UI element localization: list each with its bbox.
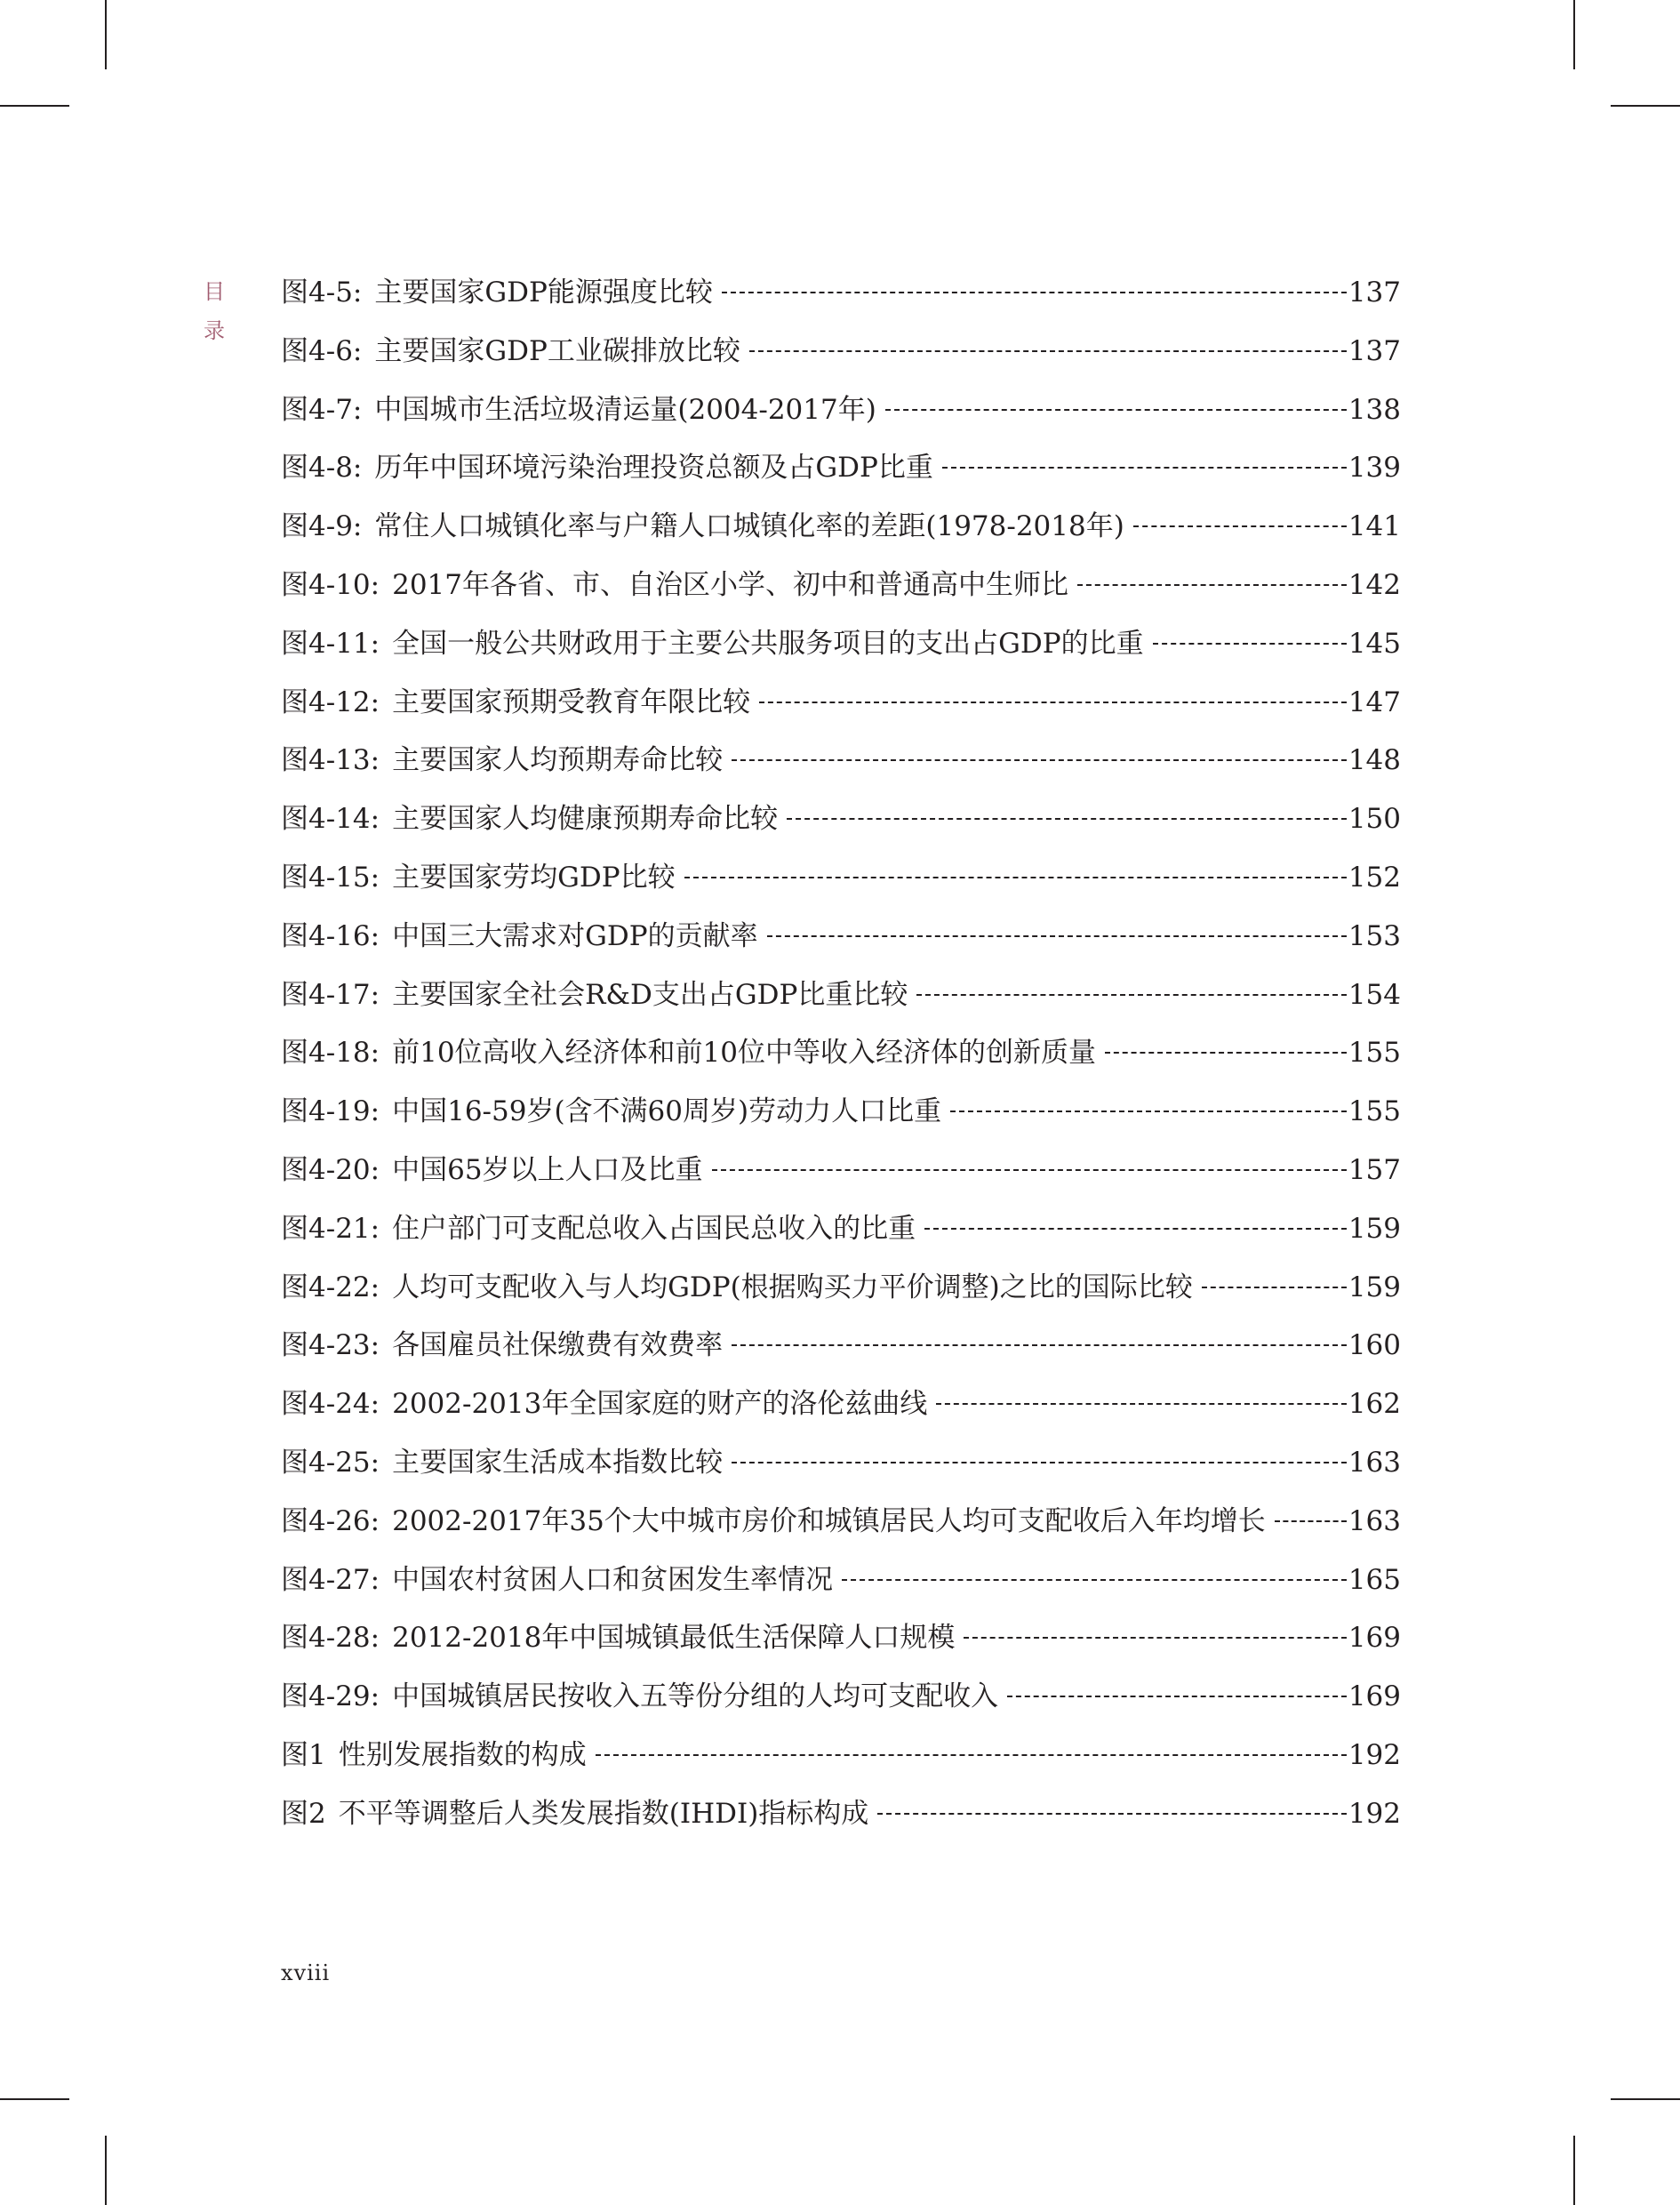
- toc-entry[interactable]: [281, 855, 1401, 914]
- dot-leader: [964, 1637, 1346, 1639]
- entry-page-number: 159: [1348, 1271, 1401, 1303]
- entry-page-number: 145: [1348, 627, 1401, 660]
- dot-leader: [596, 1754, 1347, 1756]
- dot-leader: [712, 1169, 1347, 1171]
- toc-entry[interactable]: [281, 1265, 1401, 1324]
- entry-title: 全国一般公共财政用于主要公共服务项目的支出占GDP的比重: [392, 627, 1144, 660]
- entry-page-number: 152: [1348, 861, 1401, 894]
- dot-leader: [732, 759, 1347, 761]
- dot-leader: [767, 935, 1347, 937]
- entry-title: 主要国家生活成本指数比较: [392, 1446, 724, 1479]
- entry-title: 性别发展指数的构成: [338, 1738, 587, 1771]
- entry-page-number: 163: [1348, 1504, 1401, 1537]
- entry-label: 图4-9:: [281, 510, 363, 543]
- entry-title: 前10位高收入经济体和前10位中等收入经济体的创新质量: [392, 1037, 1096, 1070]
- toc-entry[interactable]: [281, 270, 1401, 329]
- entry-title: 中国65岁以上人口及比重: [392, 1153, 703, 1186]
- toc-entry[interactable]: [281, 504, 1401, 563]
- entry-page-number: 150: [1348, 803, 1401, 836]
- crop-mark-bottom-right-vertical: [1573, 2136, 1575, 2205]
- entry-title: 不平等调整后人类发展指数(IHDI)指标构成: [338, 1797, 869, 1830]
- entry-title: 2002-2013年全国家庭的财产的洛伦兹曲线: [392, 1388, 928, 1421]
- dot-leader: [842, 1579, 1347, 1581]
- dot-leader: [684, 877, 1347, 878]
- toc-entry[interactable]: [281, 1440, 1401, 1499]
- dot-leader: [732, 1344, 1347, 1346]
- toc-entry[interactable]: [281, 563, 1401, 621]
- dot-leader: [759, 702, 1347, 703]
- dot-leader: [885, 409, 1347, 411]
- entry-label: 图4-10:: [281, 568, 380, 601]
- dot-leader: [732, 1462, 1347, 1463]
- dot-leader: [749, 350, 1347, 352]
- figure-list: [281, 270, 1401, 1850]
- dot-leader: [950, 1111, 1347, 1112]
- dot-leader: [936, 1403, 1346, 1405]
- entry-label: 图4-6:: [281, 334, 363, 367]
- entry-label: 图4-11:: [281, 627, 380, 660]
- entry-label: 图4-29:: [281, 1680, 380, 1713]
- entry-page-number: 159: [1348, 1212, 1401, 1245]
- entry-label: 图4-22:: [281, 1271, 380, 1303]
- crop-mark-bottom-right-horizontal: [1611, 2098, 1680, 2100]
- dot-leader: [1077, 584, 1347, 586]
- entry-page-number: 162: [1348, 1388, 1401, 1421]
- entry-page-number: 192: [1348, 1797, 1401, 1830]
- toc-entry[interactable]: [281, 1558, 1401, 1616]
- toc-entry[interactable]: [281, 738, 1401, 797]
- entry-title: 常住人口城镇化率与户籍人口城镇化率的差距(1978-2018年): [374, 510, 1124, 543]
- entry-label: 图4-20:: [281, 1153, 380, 1186]
- dot-leader: [1007, 1696, 1347, 1697]
- entry-page-number: 142: [1348, 568, 1401, 601]
- entry-title: 主要国家全社会R&D支出占GDP比重比较: [392, 978, 908, 1011]
- toc-entry[interactable]: [281, 1207, 1401, 1265]
- dot-leader: [1105, 1052, 1347, 1054]
- entry-label: 图4-27:: [281, 1563, 380, 1596]
- toc-entry[interactable]: [281, 1616, 1401, 1674]
- toc-entry[interactable]: [281, 1733, 1401, 1792]
- crop-mark-top-right-horizontal: [1611, 105, 1680, 107]
- entry-title: 主要国家人均预期寿命比较: [392, 744, 724, 777]
- crop-mark-top-left-horizontal: [0, 105, 69, 107]
- entry-label: 图1: [281, 1738, 326, 1771]
- entry-page-number: 141: [1348, 510, 1401, 543]
- side-label-char: 录: [204, 318, 225, 343]
- entry-label: 图4-12:: [281, 686, 380, 718]
- section-side-label: [201, 272, 228, 350]
- entry-label: 图4-15:: [281, 861, 380, 894]
- entry-page-number: 139: [1348, 452, 1401, 485]
- entry-label: 图4-21:: [281, 1212, 380, 1245]
- dot-leader: [877, 1813, 1347, 1815]
- dot-leader: [1275, 1520, 1347, 1522]
- dot-leader: [787, 818, 1347, 820]
- toc-entry[interactable]: [281, 973, 1401, 1031]
- entry-label: 图4-23:: [281, 1329, 380, 1362]
- entry-page-number: 147: [1348, 686, 1401, 718]
- entry-label: 图4-16:: [281, 919, 380, 952]
- crop-mark-bottom-left-vertical: [105, 2136, 107, 2205]
- toc-entry[interactable]: [281, 680, 1401, 739]
- entry-page-number: 169: [1348, 1622, 1401, 1655]
- entry-title: 中国城市生活垃圾清运量(2004-2017年): [374, 393, 876, 426]
- entry-label: 图4-28:: [281, 1622, 380, 1655]
- toc-entry[interactable]: [281, 1323, 1401, 1382]
- entry-page-number: 160: [1348, 1329, 1401, 1362]
- toc-entry[interactable]: [281, 914, 1401, 973]
- entry-page-number: 163: [1348, 1446, 1401, 1479]
- entry-label: 图4-14:: [281, 803, 380, 836]
- entry-title: 各国雇员社保缴费有效费率: [392, 1329, 724, 1362]
- toc-entry[interactable]: [281, 1499, 1401, 1558]
- crop-mark-top-left-vertical: [105, 0, 107, 69]
- entry-label: 图4-7:: [281, 393, 363, 426]
- entry-title: 2017年各省、市、自治区小学、初中和普通高中生师比: [392, 568, 1068, 601]
- toc-entry[interactable]: [281, 1148, 1401, 1207]
- entry-title: 中国三大需求对GDP的贡献率: [392, 919, 758, 952]
- toc-entry[interactable]: [281, 621, 1401, 680]
- dot-leader: [916, 994, 1346, 996]
- entry-title: 主要国家GDP能源强度比较: [374, 277, 713, 309]
- toc-entry[interactable]: [281, 1089, 1401, 1148]
- entry-label: 图4-5:: [281, 277, 363, 309]
- toc-entry[interactable]: [281, 1792, 1401, 1850]
- entry-label: 图2: [281, 1797, 326, 1830]
- entry-label: 图4-26:: [281, 1504, 380, 1537]
- entry-page-number: 192: [1348, 1738, 1401, 1771]
- entry-label: 图4-19:: [281, 1095, 380, 1128]
- entry-title: 住户部门可支配总收入占国民总收入的比重: [392, 1212, 916, 1245]
- entry-title: 主要国家GDP工业碳排放比较: [374, 334, 740, 367]
- entry-title: 人均可支配收入与人均GDP(根据购买力平价调整)之比的国际比较: [392, 1271, 1193, 1303]
- entry-page-number: 155: [1348, 1095, 1401, 1128]
- entry-page-number: 154: [1348, 978, 1401, 1011]
- crop-mark-bottom-left-horizontal: [0, 2098, 69, 2100]
- dot-leader: [722, 292, 1347, 293]
- entry-page-number: 165: [1348, 1563, 1401, 1596]
- toc-entry[interactable]: [281, 1030, 1401, 1089]
- entry-title: 2002-2017年35个大中城市房价和城镇居民人均可支配收后入年均增长: [392, 1504, 1266, 1537]
- toc-entry[interactable]: [281, 388, 1401, 446]
- entry-title: 中国农村贫困人口和贫困发生率情况: [392, 1563, 834, 1596]
- entry-title: 历年中国环境污染治理投资总额及占GDP比重: [374, 452, 933, 485]
- entry-page-number: 157: [1348, 1153, 1401, 1186]
- entry-label: 图4-25:: [281, 1446, 380, 1479]
- dot-leader: [924, 1228, 1347, 1230]
- entry-title: 主要国家人均健康预期寿命比较: [392, 803, 779, 836]
- toc-entry[interactable]: [281, 1674, 1401, 1733]
- entry-page-number: 169: [1348, 1680, 1401, 1713]
- toc-entry[interactable]: [281, 1382, 1401, 1440]
- entry-title: 中国16-59岁(含不满60周岁)劳动力人口比重: [392, 1095, 942, 1128]
- entry-title: 主要国家预期受教育年限比较: [392, 686, 751, 718]
- entry-page-number: 137: [1348, 334, 1401, 367]
- entry-label: 图4-17:: [281, 978, 380, 1011]
- entry-title: 主要国家劳均GDP比较: [392, 861, 676, 894]
- side-label-char: 目: [204, 279, 225, 304]
- crop-mark-top-right-vertical: [1573, 0, 1575, 69]
- dot-leader: [1133, 525, 1347, 527]
- entry-title: 2012-2018年中国城镇最低生活保障人口规模: [392, 1622, 956, 1655]
- toc-entry[interactable]: [281, 445, 1401, 504]
- entry-page-number: 138: [1348, 393, 1401, 426]
- entry-page-number: 137: [1348, 277, 1401, 309]
- entry-label: 图4-8:: [281, 452, 363, 485]
- entry-page-number: 153: [1348, 919, 1401, 952]
- entry-label: 图4-18:: [281, 1037, 380, 1070]
- toc-entry[interactable]: [281, 797, 1401, 855]
- page-number: xviii: [281, 1960, 331, 1985]
- dot-leader: [942, 467, 1347, 469]
- dot-leader: [1153, 643, 1347, 645]
- entry-label: 图4-24:: [281, 1388, 380, 1421]
- dot-leader: [1202, 1287, 1347, 1288]
- entry-page-number: 155: [1348, 1037, 1401, 1070]
- entry-label: 图4-13:: [281, 744, 380, 777]
- entry-title: 中国城镇居民按收入五等份分组的人均可支配收入: [392, 1680, 999, 1713]
- entry-page-number: 148: [1348, 744, 1401, 777]
- toc-entry[interactable]: [281, 329, 1401, 388]
